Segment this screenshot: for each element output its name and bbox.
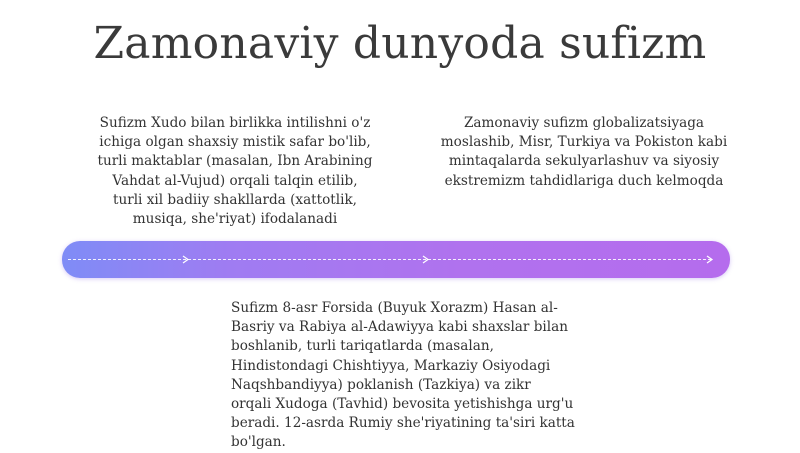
text-line: bo'lgan. [231, 434, 286, 451]
text-line: Hindistondagi Chishtiyya, Markaziy Osiyodagi [231, 357, 551, 374]
text-line: ekstremizm tahdidlariga duch kelmoqda [444, 172, 724, 189]
text-line: musiqa, she'riyat) ifodalanadi [132, 211, 338, 228]
text-line: turli maktablar (masalan, Ibn Arabining [97, 153, 373, 170]
text-line: beradi. 12-asrda Rumiy she'riyatining ta'siri katta [231, 415, 575, 432]
text-line: boshlanib, turli tariqatlarda (masalan, [231, 338, 494, 355]
text-line: ichiga olgan shaxsiy mistik safar bo'lib, [99, 134, 371, 151]
page-title: Zamonaviy dunyoda sufizm [93, 18, 707, 69]
text-block-left [62, 114, 408, 229]
text-block-bottom [231, 299, 603, 453]
text-block-right [424, 114, 744, 191]
text-line: mintaqalarda sekulyarlashuv va siyosiy [448, 153, 720, 170]
text-line: Zamonaviy sufizm globalizatsiyaga [463, 115, 705, 131]
text-line: moslashib, Misr, Turkiya va Pokiston kabi [440, 134, 728, 151]
text-line: Basriy va Rabiya al-Adawiyya kabi shaxslar bilan [231, 319, 568, 336]
text-line: Naqshbandiyya) poklanish (Tazkiya) va zikr [231, 376, 531, 393]
text-line: Sufizm Xudo bilan birlikka intilishni o'z [99, 115, 371, 131]
text-line: Vahdat al-Vujud) orqali talqin etilib, [112, 172, 358, 189]
text-line: orqali Xudoga (Tavhid) bevosita yetishishga urg'u [231, 396, 574, 413]
timeline-arrows [62, 241, 730, 278]
timeline-bar [62, 241, 730, 278]
text-line: turli xil badiiy shakllarda (xattotlik, [112, 191, 358, 208]
text-line: Sufizm 8-asr Forsida (Buyuk Xorazm) Hasan al- [231, 300, 558, 316]
